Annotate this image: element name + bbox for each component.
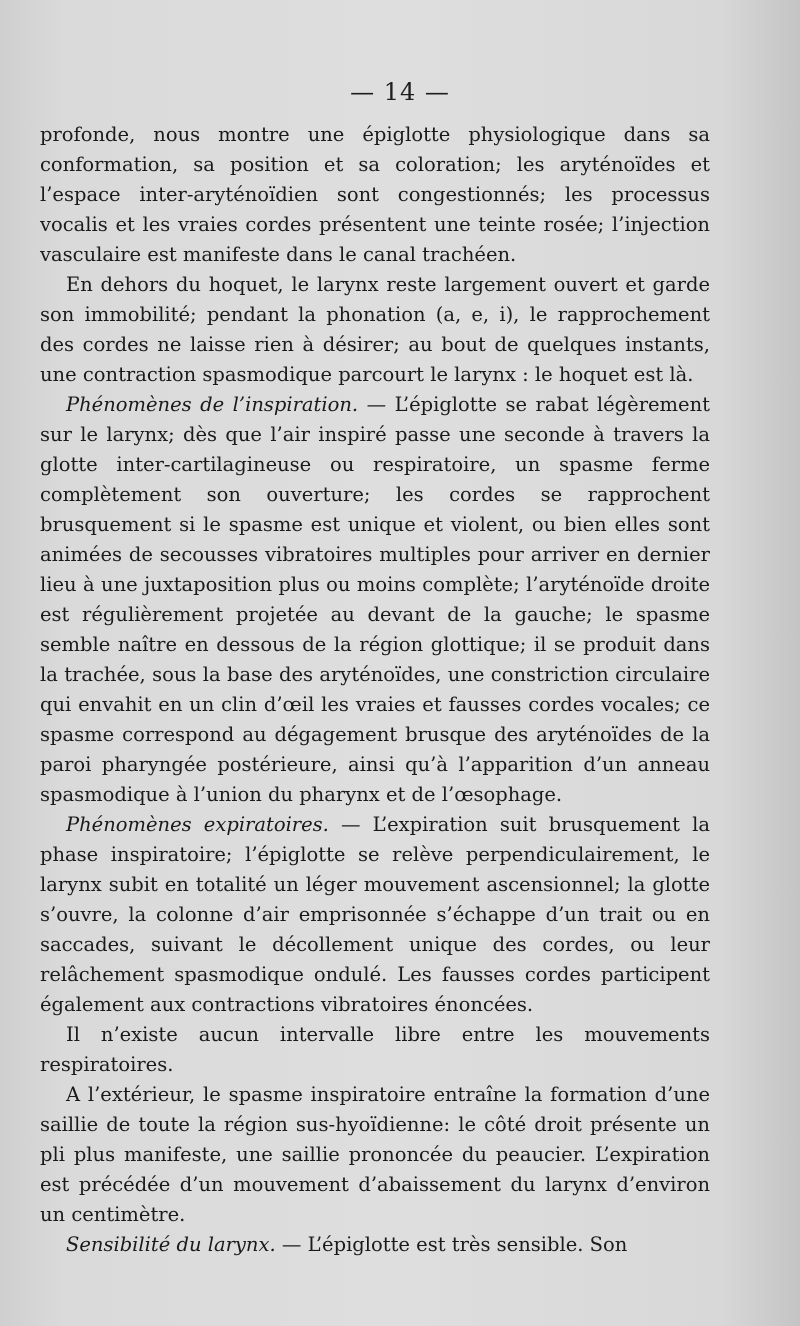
page-number: — 14 —: [350, 78, 450, 106]
paragraph-text: — L’expiration suit brusquement la phase inspiratoire; l’épiglotte se relève perpendiculairement, le larynx subit en totalité un léger mouvement ascensionnel; la glotte s’ouvre, la colonne d’air emprisonnée s’échappe d’un trait ou en saccades, suivant le décollement unique des cordes, ou leur relâchement spasmodique ondulé. Les fausses cordes participent également aux contractions vibratoires énoncées.: [40, 813, 711, 1016]
paragraph-6: [40, 1080, 710, 1230]
section-heading-expiration: Phénomènes expiratoires.: [66, 813, 329, 836]
paragraph-text: A l’extérieur, le spasme inspiratoire entraîne la formation d’une saillie de toute la région sus-hyoïdienne: le côté droit présente un pli plus manifeste, une saillie prononcée du peaucier. L’expiration est précédée d’un mouvement d’abaissement du larynx d’environ un centimètre.: [40, 1083, 710, 1226]
paragraph-text: — L’épiglotte se rabat légèrement sur le larynx; dès que l’air inspiré passe une seconde à travers la glotte inter-cartilagineuse ou respiratoire, un spasme ferme complètement son ouverture; les cordes se rapprochent brusquement si le spasme est unique et violent, ou bien elles sont animées de secousses vibratoires multiples pour arriver en dernier lieu à une juxtaposition plus ou moins complète; l’aryténoïde droite est régulièrement projetée au devant de la gauche; le spasme semble naître en dessous de la région glottique; il se produit dans la trachée, sous la base des aryténoïdes, une constriction circulaire qui envahit en un clin d’œil les vraies et fausses cordes vocales; ce spasme correspond au dégagement brusque des aryténoïdes de la paroi pharyngée postérieure, ainsi qu’à l’apparition d’un anneau spasmodique à l’union du pharynx et de l’œsophage.: [40, 393, 710, 806]
paragraph-1: [40, 120, 710, 270]
paragraph-text: En dehors du hoquet, le larynx reste largement ouvert et garde son immobilité; pendant la phonation (a, e, i), le rapprochement des cordes ne laisse rien à désirer; au bout de quelques instants, une contraction spasmodique parcourt le larynx : le hoquet est là.: [40, 273, 710, 386]
section-heading-inspiration: Phénomènes de l’inspiration.: [66, 393, 359, 416]
paragraph-5: [40, 1020, 710, 1080]
paragraph-sensibility: [40, 1230, 710, 1260]
paragraph-expiration: [40, 810, 710, 1020]
body-text: [40, 120, 710, 1260]
paragraph-text: — L’épiglotte est très sensible. Son: [275, 1233, 628, 1256]
paragraph-inspiration: [40, 390, 710, 810]
paragraph-text: profonde, nous montre une épiglotte physiologique dans sa conformation, sa position et sa coloration; les aryténoïdes et l’espace inter-aryténoïdien sont congestionnés; les processus vocalis et les vraies cordes présentent une teinte rosée; l’injection vasculaire est manifeste dans le canal trachéen.: [40, 123, 710, 266]
section-heading-sensibility: Sensibilité du larynx.: [66, 1233, 276, 1256]
paragraph-2: [40, 270, 710, 390]
paragraph-text: Il n’existe aucun intervalle libre entre les mouvements respiratoires.: [40, 1023, 710, 1076]
